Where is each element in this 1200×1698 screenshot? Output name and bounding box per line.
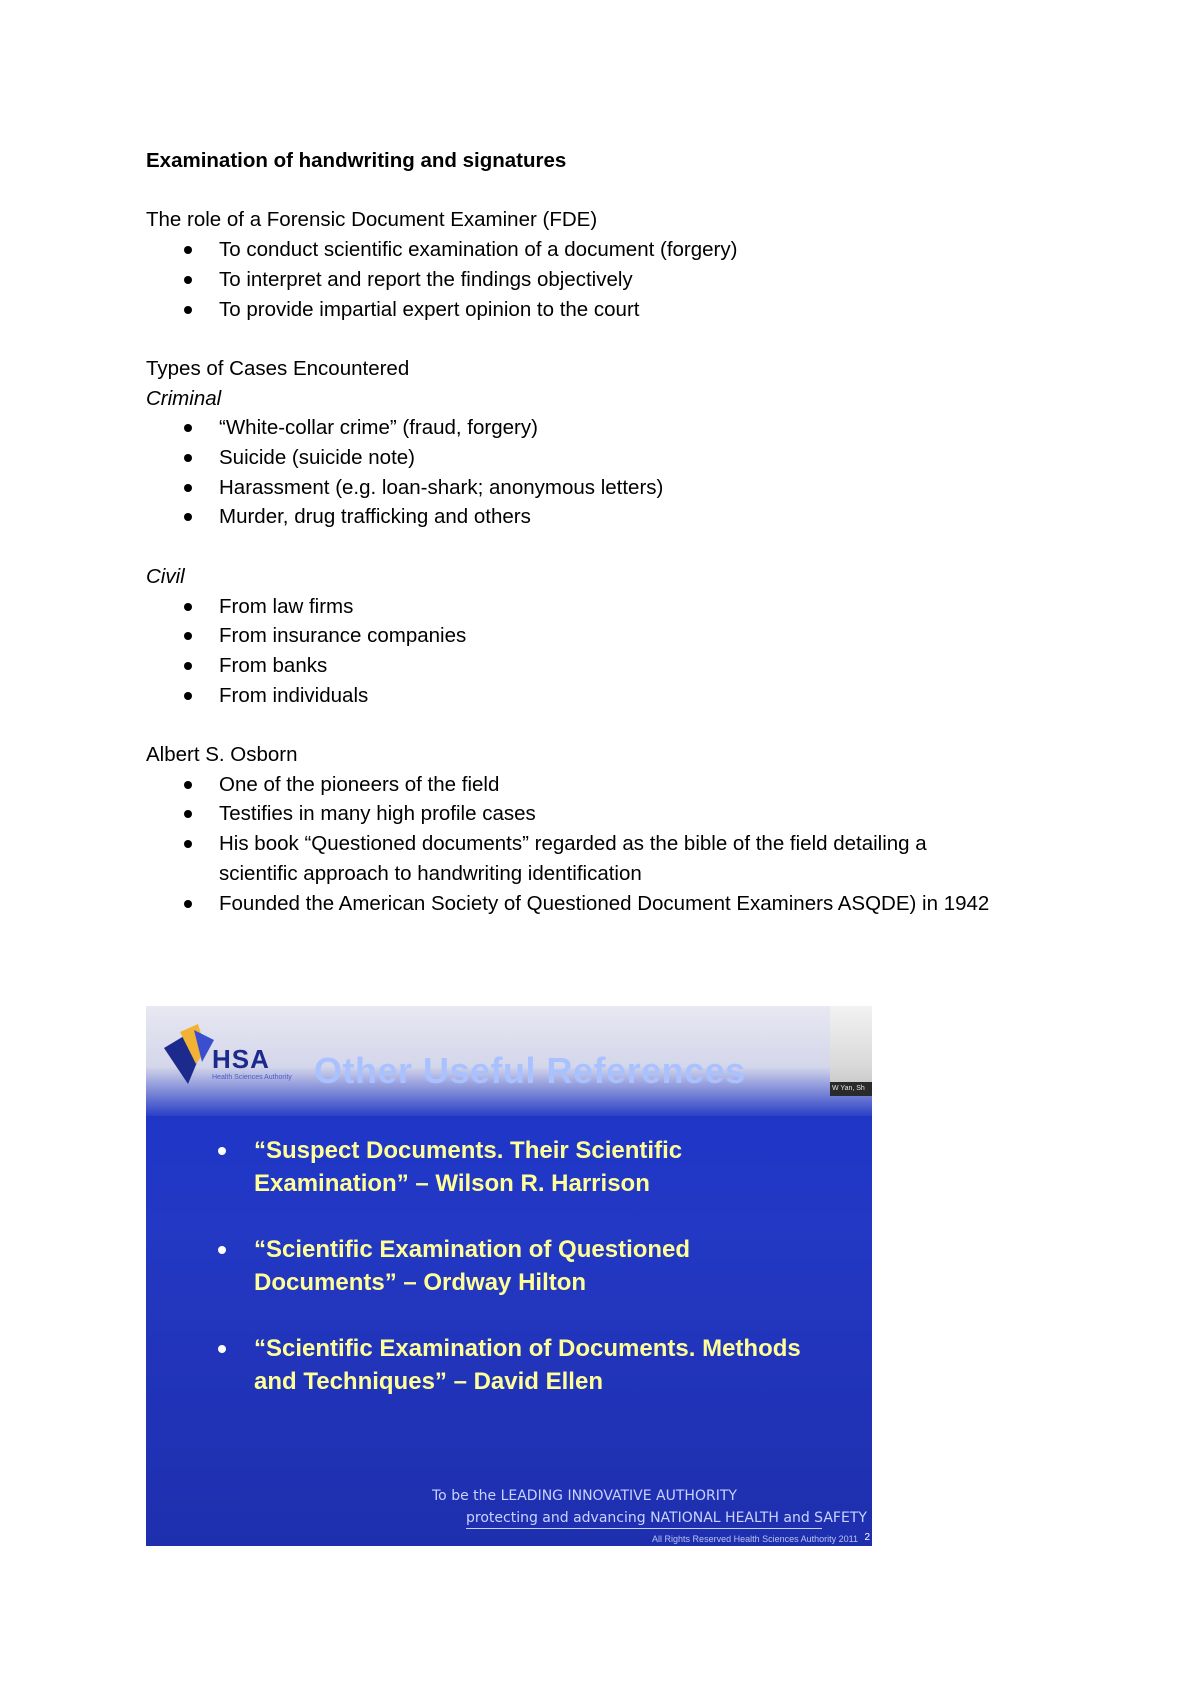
list-item: From law firms [146, 592, 1106, 622]
spacer [146, 176, 1106, 206]
bullet-icon [184, 276, 192, 284]
bullet-icon [184, 306, 192, 314]
criminal-list [146, 413, 1106, 532]
list-item: Founded the American Society of Questioned Document Examiners ASQDE) in 1942 [146, 889, 1106, 919]
logo-text: HSA [212, 1044, 270, 1074]
bullet-icon [184, 692, 192, 700]
bullet-icon [184, 484, 192, 492]
slide-footer: All Rights Reserved Health Sciences Authority 2011 [652, 1534, 858, 1544]
slide-title: Other Useful References [314, 1050, 746, 1091]
fde-section-title: The role of a Forensic Document Examiner (FDE) [146, 208, 598, 232]
bullet-icon [184, 603, 192, 611]
slide-tagline-1: To be the LEADING INNOVATIVE AUTHORITY [432, 1488, 737, 1504]
logo-subtext: Health Sciences Authority [212, 1074, 292, 1081]
list-item: Testifies in many high profile cases [146, 799, 1106, 829]
bullet-icon [184, 840, 192, 848]
civil-list [146, 592, 1106, 711]
list-item: Suicide (suicide note) [146, 443, 1106, 473]
slide-page-number: 2 [864, 1532, 870, 1543]
list-item: One of the pioneers of the field [146, 770, 1106, 800]
document-heading: Examination of handwriting and signatures [146, 149, 567, 172]
civil-label: Civil [146, 564, 185, 588]
tagline-underline [466, 1528, 822, 1529]
list-item: To conduct scientific examination of a document (forgery) [146, 235, 1106, 265]
bullet-icon [218, 1345, 226, 1353]
bullet-icon [184, 810, 192, 818]
cases-section-title: Types of Cases Encountered [146, 356, 410, 380]
bullet-icon [184, 246, 192, 254]
bullet-icon [218, 1147, 226, 1155]
reference-list [216, 1134, 836, 1431]
list-item: His book “Questioned documents” regarded as the bible of the field detailing a scientific approach to handwriting identification [146, 829, 1106, 888]
spacer [146, 532, 1106, 562]
webcam-thumbnail [830, 1006, 872, 1092]
list-item: Murder, drug trafficking and others [146, 502, 1106, 532]
criminal-label: Criminal [146, 386, 222, 410]
bullet-icon [184, 454, 192, 462]
list-item: From banks [146, 651, 1106, 681]
list-item: To provide impartial expert opinion to the court [146, 295, 1106, 325]
slide-tagline-2: protecting and advancing NATIONAL HEALTH and SAFETY [466, 1510, 867, 1526]
spacer [146, 324, 1106, 354]
bullet-icon [184, 424, 192, 432]
bullet-icon [184, 632, 192, 640]
list-item: “Suspect Documents. Their Scientific Examination” – Wilson R. Harrison [216, 1134, 836, 1200]
bullet-icon [184, 662, 192, 670]
list-item: From insurance companies [146, 621, 1106, 651]
list-item: “White-collar crime” (fraud, forgery) [146, 413, 1106, 443]
list-item: From individuals [146, 681, 1106, 711]
osborn-section-title: Albert S. Osborn [146, 743, 298, 766]
bullet-icon [218, 1246, 226, 1254]
list-item: Harassment (e.g. loan-shark; anonymous letters) [146, 473, 1106, 503]
webcam-label: W Yan, Sh [830, 1082, 872, 1096]
osborn-list [146, 770, 1106, 919]
list-item: To interpret and report the findings objectively [146, 265, 1106, 295]
spacer [146, 710, 1106, 740]
bullet-icon [184, 781, 192, 789]
list-item: “Scientific Examination of Questioned Documents” – Ordway Hilton [216, 1233, 836, 1299]
bullet-icon [184, 513, 192, 521]
bullet-icon [184, 900, 192, 908]
list-item: “Scientific Examination of Documents. Methods and Techniques” – David Ellen [216, 1332, 836, 1398]
document-body [146, 146, 1106, 918]
fde-list [146, 235, 1106, 324]
embedded-slide-image [146, 1006, 872, 1546]
